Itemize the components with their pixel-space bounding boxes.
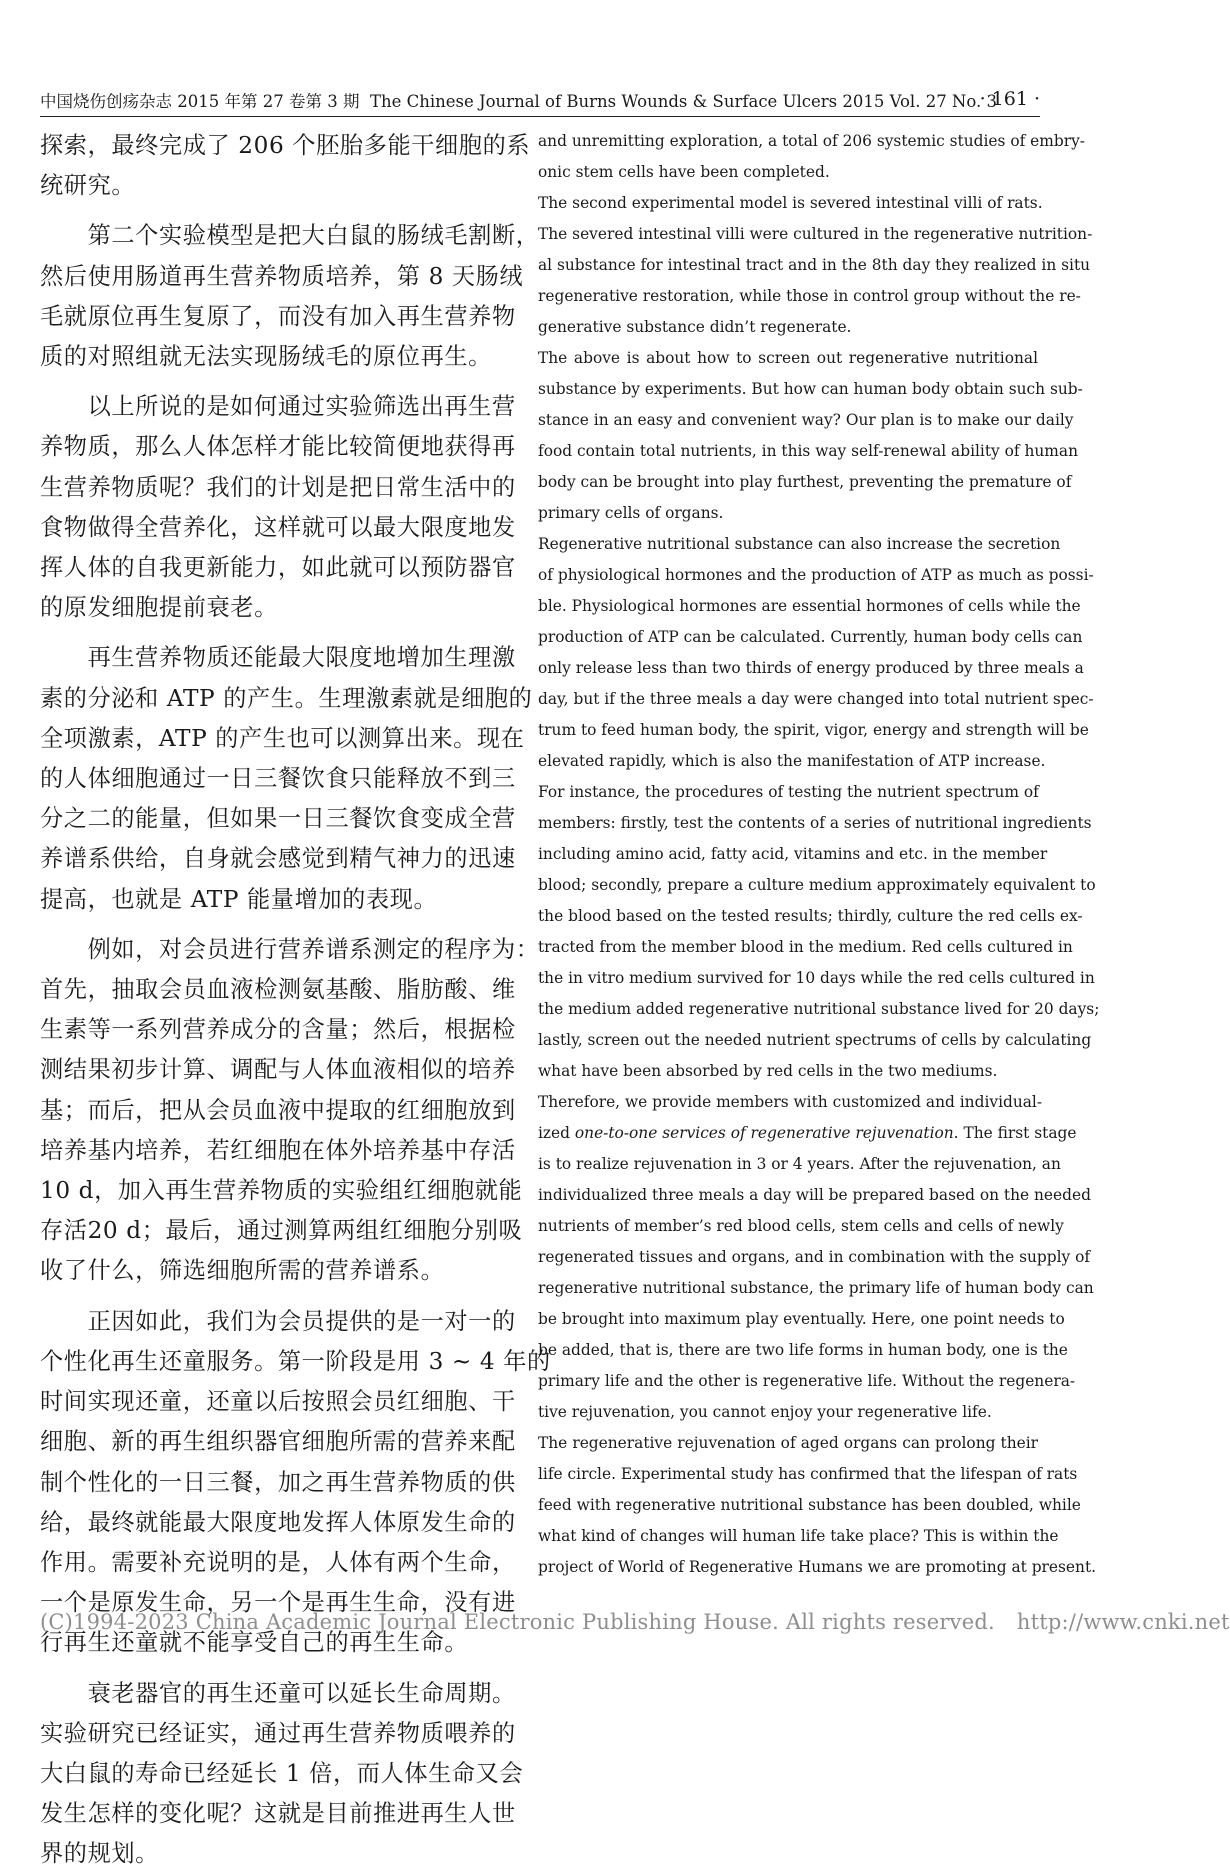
zh-text-line: 生素等一系列营养成分的含量；然后，根据检 <box>40 1016 516 1044</box>
en-text-line: be brought into maximum play eventually. Here, one point needs to <box>538 1310 1065 1328</box>
en-text-line: and unremitting exploration, a total of 206 systemic studies of embry- <box>538 132 1085 150</box>
en-text-line: including amino acid, fatty acid, vitamins and etc. in the member <box>538 845 1048 863</box>
en-text-line: blood; secondly, prepare a culture medium approximately equivalent to <box>538 876 1096 894</box>
zh-text-line: 然后使用肠道再生营养物质培养，第 8 天肠绒 <box>40 262 524 290</box>
en-text-line: primary cells of organs. <box>538 504 724 522</box>
zh-text-line: 以上所说的是如何通过实验筛选出再生营 <box>40 393 516 421</box>
page-number: · 161 · <box>979 88 1040 110</box>
paragraph-gap <box>40 1292 492 1302</box>
en-text-line: body can be brought into play furthest, preventing the premature of <box>538 473 1072 491</box>
en-text-line: The severed intestinal villi were cultured in the regenerative nutrition- <box>538 225 1093 243</box>
zh-text-line: 养谱系供给，自身就会感觉到精气神力的迅速 <box>40 845 516 873</box>
zh-text-line: 测结果初步计算、调配与人体血液相似的培养 <box>40 1056 516 1084</box>
zh-text-line: 一个是原发生命，另一个是再生生命，没有进 <box>40 1589 516 1617</box>
running-header <box>40 88 1040 114</box>
zh-paragraph <box>40 638 533 919</box>
zh-text-line: 例如，对会员进行营养谱系测定的程序为： <box>40 935 540 963</box>
en-text-line: feed with regenerative nutritional substance has been doubled, while <box>538 1496 1081 1514</box>
en-text-line: be added, that is, there are two life forms in human body, one is the <box>538 1341 1068 1359</box>
zh-paragraph <box>40 1674 524 1875</box>
en-text-line: regenerative restoration, while those in control group without the re- <box>538 287 1081 305</box>
zh-text-line: 首先，抽取会员血液检测氨基酸、脂肪酸、维 <box>40 976 516 1004</box>
en-text-line: lastly, screen out the needed nutrient spectrums of cells by calculating <box>538 1031 1092 1049</box>
english-column <box>538 126 1100 1583</box>
en-text-line: regenerative nutritional substance, the primary life of human body can <box>538 1279 1094 1297</box>
zh-paragraph <box>40 387 516 628</box>
en-text-line: generative substance didn’t regenerate. <box>538 318 852 336</box>
zh-text-line: 细胞、新的再生组织器官细胞所需的营养来配 <box>40 1428 516 1456</box>
zh-text-line: 再生营养物质还能最大限度地增加生理激 <box>40 644 516 672</box>
en-paragraph <box>538 1428 1097 1583</box>
zh-text-line: 探索，最终完成了 206 个胚胎多能干细胞的系 <box>40 132 531 159</box>
zh-text-line: 的原发细胞提前衰老。 <box>40 594 278 622</box>
zh-text-line: 存活20 d；最后，通过测算两组红细胞分别吸 <box>40 1217 523 1245</box>
zh-text-line: 毛就原位再生复原了，而没有加入再生营养物 <box>40 302 516 330</box>
journal-title-zh: 中国烧伤创疡杂志 2015 年第 27 卷第 3 期 <box>40 92 360 111</box>
zh-text-line: 素的分泌和 ATP 的产生。生理激素就是细胞的 <box>40 684 533 712</box>
zh-paragraph <box>40 216 540 377</box>
zh-text-line: 界的规划。 <box>40 1840 159 1868</box>
en-text-line: tive rejuvenation, you cannot enjoy your regenerative life. <box>538 1403 992 1421</box>
en-paragraph <box>538 343 1083 529</box>
en-text-line: Therefore, we provide members with customized and individual- <box>538 1093 1043 1111</box>
zh-text-line: 制个性化的一日三餐，加之再生营养物质的供 <box>40 1468 516 1496</box>
en-text-line: the in vitro medium survived for 10 days while the red cells cultured in <box>538 969 1095 987</box>
en-text-line: food contain total nutrients, in this way self-renewal ability of human <box>538 442 1078 460</box>
zh-text-line: 食物做得全营养化，这样就可以最大限度地发 <box>40 513 516 541</box>
header-rule <box>40 116 1040 117</box>
en-text-line: For instance, the procedures of testing the nutrient spectrum of <box>538 783 1039 801</box>
zh-text-line: 基；而后，把从会员血液中提取的红细胞放到 <box>40 1096 516 1124</box>
en-text-line: members: firstly, test the contents of a series of nutritional ingredients <box>538 814 1092 832</box>
copyright-text: (C)1994-2023 China Academic Journal Electronic Publishing House. All rights reserved. <box>40 1610 995 1634</box>
italic-phrase: one-to-one services of regenerative rejuvenation <box>574 1124 954 1142</box>
en-paragraph <box>538 188 1093 343</box>
en-text-line: tracted from the member blood in the medium. Red cells cultured in <box>538 938 1073 956</box>
en-text-line: day, but if the three meals a day were changed into total nutrient spec- <box>538 690 1094 708</box>
en-text-line: The above is about how to screen out regenerative nutritional <box>538 349 1038 367</box>
zh-text-line: 的人体细胞通过一日三餐饮食只能释放不到三 <box>40 765 516 793</box>
zh-text-line: 发生怎样的变化呢？这就是目前推进再生人世 <box>40 1800 516 1828</box>
en-text-line: only release less than two thirds of energy produced by three meals a <box>538 659 1084 677</box>
en-text-line: individualized three meals a day will be prepared based on the needed <box>538 1186 1091 1204</box>
en-text-line: what have been absorbed by red cells in the two mediums. <box>538 1062 998 1080</box>
en-text-line: onic stem cells have been completed. <box>538 163 830 181</box>
zh-text-line: 时间实现还童，还童以后按照会员红细胞、干 <box>40 1388 516 1416</box>
cnki-url: http://www.cnki.net <box>1016 1610 1230 1634</box>
en-text-line: primary life and the other is regenerative life. Without the regenera- <box>538 1372 1076 1390</box>
zh-text-line: 质的对照组就无法实现肠绒毛的原位再生。 <box>40 343 492 371</box>
en-text-line: production of ATP can be calculated. Currently, human body cells can <box>538 628 1083 646</box>
zh-text-line: 大白鼠的寿命已经延长 1 倍，而人体生命又会 <box>40 1759 524 1787</box>
copyright-footer <box>40 1610 1230 1634</box>
en-text-line: is to realize rejuvenation in 3 or 4 years. After the rejuvenation, an <box>538 1155 1061 1173</box>
zh-text-line: 养物质，那么人体怎样才能比较简便地获得再 <box>40 433 516 461</box>
zh-text-line: 挥人体的自我更新能力，如此就可以预防器官 <box>40 554 516 582</box>
en-text-line: ized one-to-one services of regenerative rejuvenation. The first stage <box>538 1124 1077 1142</box>
journal-title-en: The Chinese Journal of Burns Wounds & Surface Ulcers 2015 Vol. 27 No. 3 <box>369 92 998 111</box>
en-text-line: the medium added regenerative nutritional substance lived for 20 days; <box>538 1000 1100 1018</box>
en-text-line: the blood based on the tested results; thirdly, culture the red cells ex- <box>538 907 1083 925</box>
en-text-line: of physiological hormones and the production of ATP as much as possi- <box>538 566 1094 584</box>
paragraph-gap <box>40 1664 492 1674</box>
zh-paragraph <box>40 126 531 206</box>
en-paragraph <box>538 1087 1094 1428</box>
paragraph-gap <box>40 628 492 638</box>
en-text-line: substance by experiments. But how can human body obtain such sub- <box>538 380 1083 398</box>
zh-text-line: 提高，也就是 ATP 能量增加的表现。 <box>40 885 438 913</box>
zh-text-line: 培养基内培养，若红细胞在体外培养基中存活 <box>40 1136 516 1164</box>
en-paragraph <box>538 126 1085 188</box>
paragraph-gap <box>40 377 492 387</box>
zh-text-line: 衰老器官的再生还童可以延长生命周期。 <box>40 1679 516 1707</box>
en-text-line: regenerated tissues and organs, and in combination with the supply of <box>538 1248 1091 1266</box>
en-text-line: life circle. Experimental study has confirmed that the lifespan of rats <box>538 1465 1078 1483</box>
zh-paragraph <box>40 930 540 1292</box>
en-text-line: The second experimental model is severed intestinal villi of rats. <box>538 194 1043 212</box>
en-paragraph <box>538 777 1100 1087</box>
paragraph-gap <box>40 206 492 216</box>
zh-text-line: 个性化再生还童服务。第一阶段是用 3 ~ 4 年的 <box>40 1347 551 1375</box>
en-text-line: project of World of Regenerative Humans we are promoting at present. <box>538 1558 1097 1576</box>
zh-text-line: 全项激素，ATP 的产生也可以测算出来。现在 <box>40 724 525 752</box>
zh-text-line: 分之二的能量，但如果一日三餐饮食变成全营 <box>40 805 516 833</box>
zh-text-line: 生营养物质呢？我们的计划是把日常生活中的 <box>40 473 516 501</box>
en-text-line: nutrients of member’s red blood cells, stem cells and cells of newly <box>538 1217 1064 1235</box>
zh-text-line: 给，最终就能最大限度地发挥人体原发生命的 <box>40 1508 516 1536</box>
zh-text-line: 统研究。 <box>40 172 136 200</box>
en-text-line: al substance for intestinal tract and in the 8th day they realized in situ <box>538 256 1091 274</box>
en-text-line: Regenerative nutritional substance can also increase the secretion <box>538 535 1061 553</box>
zh-text-line: 正因如此，我们为会员提供的是一对一的 <box>40 1307 516 1335</box>
en-text-line: The regenerative rejuvenation of aged organs can prolong their <box>538 1434 1038 1452</box>
zh-text-line: 10 d，加入再生营养物质的实验组红细胞就能 <box>40 1177 523 1205</box>
en-paragraph <box>538 529 1094 777</box>
zh-text-line: 作用。需要补充说明的是，人体有两个生命， <box>40 1548 516 1576</box>
journal-citation <box>40 88 997 112</box>
en-text-line: trum to feed human body, the spirit, vigor, energy and strength will be <box>538 721 1089 739</box>
paragraph-gap <box>40 920 492 930</box>
en-text-line: elevated rapidly, which is also the manifestation of ATP increase. <box>538 752 1046 770</box>
zh-text-line: 收了什么，筛选细胞所需的营养谱系。 <box>40 1257 445 1285</box>
zh-text-line: 行再生还童就不能享受自己的再生生命。 <box>40 1629 469 1657</box>
en-text-line: ble. Physiological hormones are essential hormones of cells while the <box>538 597 1081 615</box>
zh-text-line: 第二个实验模型是把大白鼠的肠绒毛割断， <box>40 222 540 250</box>
en-text-line: what kind of changes will human life take place? This is within the <box>538 1527 1059 1545</box>
en-text-line: stance in an easy and convenient way? Our plan is to make our daily <box>538 411 1074 429</box>
zh-text-line: 实验研究已经证实，通过再生营养物质喂养的 <box>40 1719 516 1747</box>
